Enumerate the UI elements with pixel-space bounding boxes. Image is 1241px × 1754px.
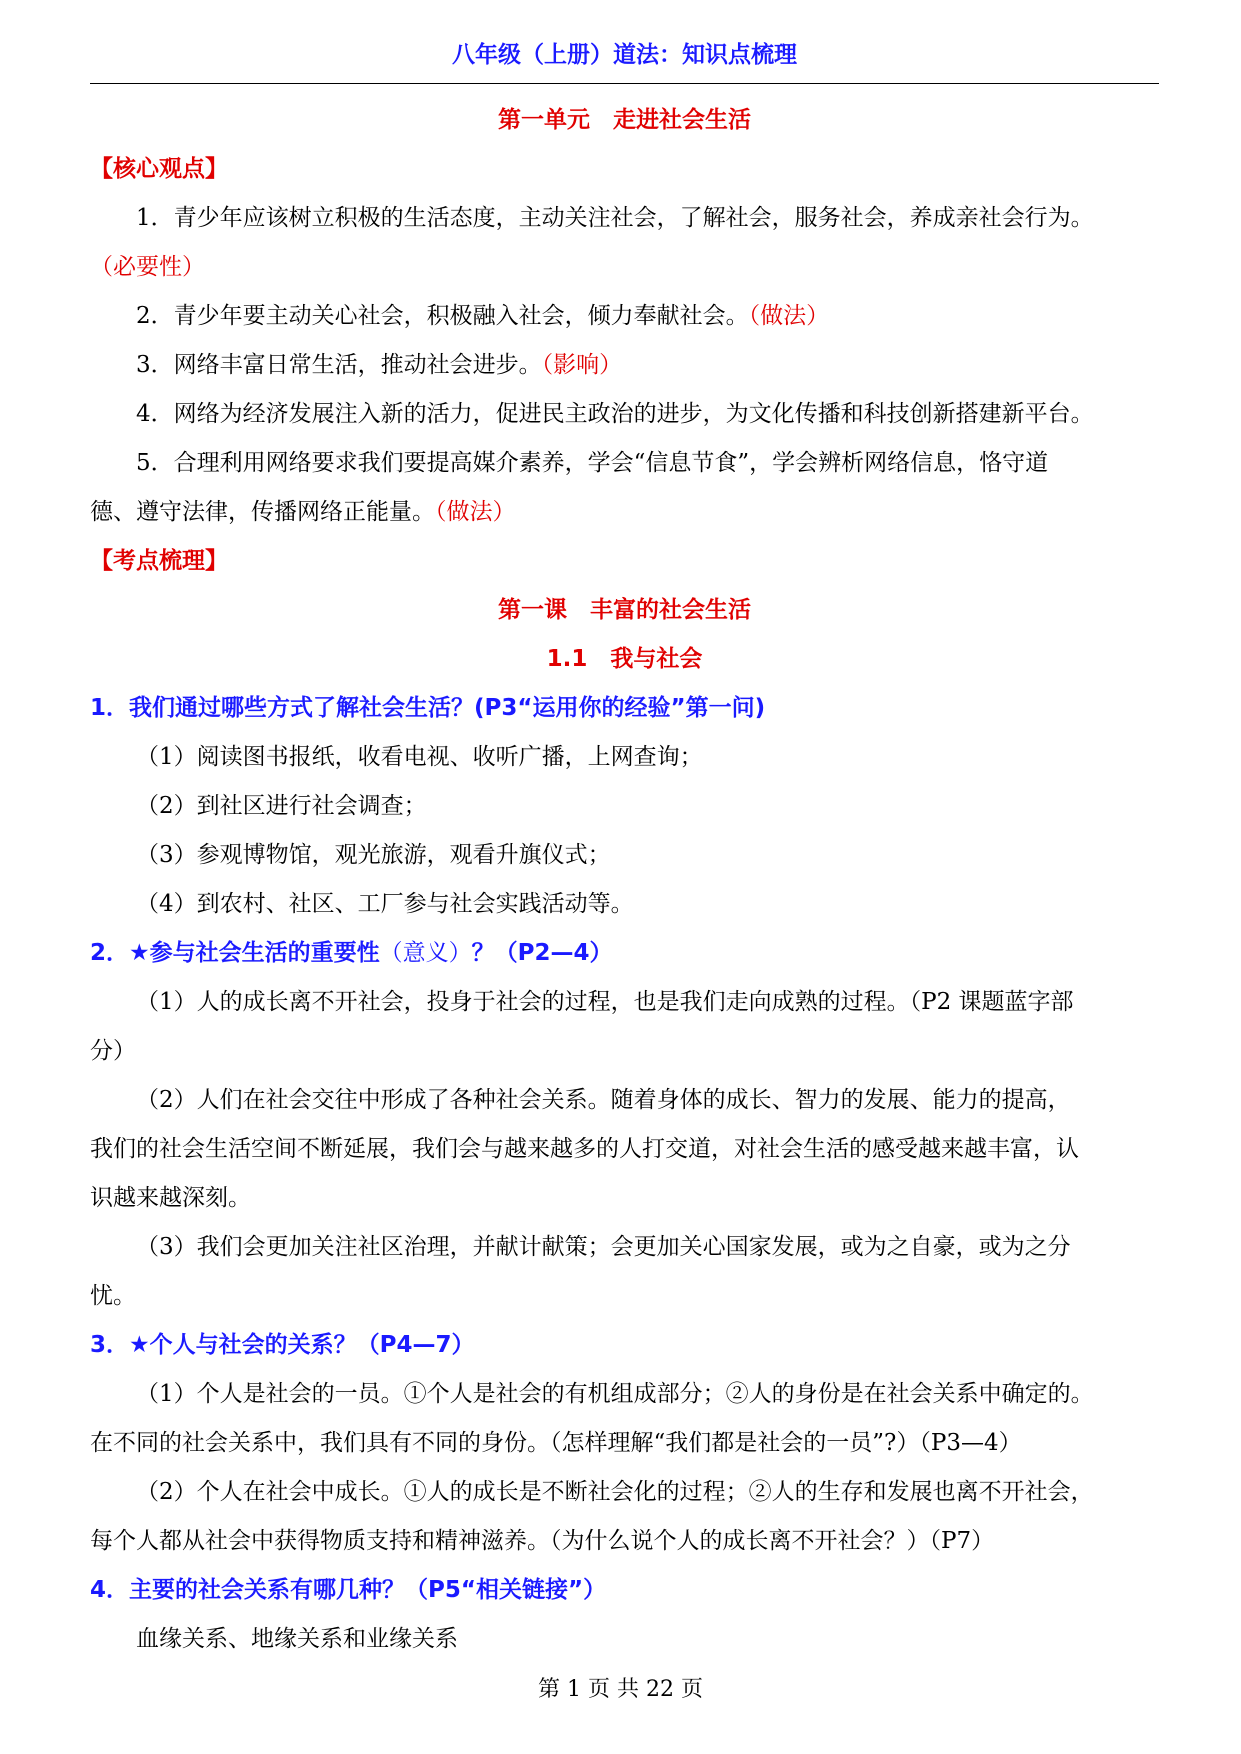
- core-point-2-text: 2．青少年要主动关心社会，积极融入社会，倾力奉献社会。: [136, 303, 749, 329]
- core-point-1-text: 1．青少年应该树立积极的生活态度，主动关注社会，了解社会，服务社会，养成亲社会行为。: [136, 205, 1094, 231]
- question-2-title-main: 2．★参与社会生活的重要性: [90, 940, 380, 966]
- core-point-4: [90, 390, 1159, 439]
- core-point-3: [90, 341, 1159, 390]
- question-3-answer-1-line2: 在不同的社会关系中，我们具有不同的身份。（怎样理解“我们都是社会的一员”?）（P3—4）: [90, 1430, 1022, 1456]
- lesson-title: 第一课 丰富的社会生活: [498, 597, 751, 623]
- core-point-3-text: 3．网络丰富日常生活，推动社会进步。: [136, 352, 542, 378]
- question-3-answer-2-line1: （2）个人在社会中成长。①人的成长是不断社会化的过程；②人的生存和发展也离不开社会，: [136, 1479, 1094, 1505]
- core-point-5-note: （做法）: [435, 499, 516, 525]
- core-point-3-note: （影响）: [541, 352, 623, 378]
- core-heading: 【核心观点】: [90, 156, 228, 182]
- question-1-answer-4: （4）到农村、社区、工厂参与社会实践活动等。: [136, 891, 634, 917]
- question-3-answer-1-line1: （1）个人是社会的一员。①个人是社会的有机组成部分；②人的身份是在社会关系中确定的。: [136, 1381, 1094, 1407]
- exam-heading: 【考点梳理】: [90, 548, 228, 574]
- core-point-2-note: （做法）: [748, 303, 830, 329]
- question-4-title: 4．主要的社会关系有哪几种？（P5“相关链接”）: [90, 1577, 607, 1603]
- question-1-title: 1．我们通过哪些方式了解社会生活？(P3“运用你的经验”第一问): [90, 695, 766, 721]
- question-2-answer-3-line1: （3）我们会更加关注社区治理，并献计献策；会更加关心国家发展，或为之自豪，或为之分: [136, 1234, 1071, 1260]
- page-footer-number: 第 1 页 共 22 页: [538, 1677, 703, 1702]
- question-2-title: [90, 929, 1159, 978]
- question-2-title-ref: ？（P2—4）: [471, 940, 613, 966]
- question-2-answer-3-line2: 忧。: [90, 1283, 136, 1309]
- question-2-answer-2-line2: 我们的社会生活空间不断延展，我们会与越来越多的人打交道，对社会生活的感受越来越丰富，认: [90, 1136, 1079, 1162]
- question-4-answer-1: 血缘关系、地缘关系和业缘关系: [136, 1626, 458, 1652]
- question-2-title-paren: （意义）: [379, 940, 472, 966]
- question-1-answer-2: （2）到社区进行社会调查；: [136, 793, 427, 819]
- question-2-answer-2-line3: 识越来越深刻。: [90, 1185, 251, 1211]
- core-point-1-note: （必要性）: [90, 254, 205, 280]
- question-3-answer-2-line2: 每个人都从社会中获得物质支持和精神滋养。（为什么说个人的成长离不开社会？）（P7）: [90, 1528, 995, 1554]
- question-2-answer-1-line1: （1）人的成长离不开社会，投身于社会的过程，也是我们走向成熟的过程。（P2 课题蓝字部: [136, 989, 1074, 1015]
- question-2-answer-1-line2: 分）: [90, 1038, 136, 1064]
- core-point-2: [90, 292, 1159, 341]
- core-point-5-text: 德、遵守法律，传播网络正能量。: [90, 499, 435, 525]
- core-point-1: [90, 194, 1159, 243]
- page-header-title: 八年级（上册）道法：知识点梳理: [452, 42, 797, 68]
- core-point-4-text: 4．网络为经济发展注入新的活力，促进民主政治的进步，为文化传播和科技创新搭建新平台。: [136, 401, 1094, 427]
- question-1-answer-1: （1）阅读图书报纸，收看电视、收听广播，上网查询；: [136, 744, 703, 770]
- page-content: [90, 96, 1159, 1664]
- core-point-5-line2: [90, 488, 1159, 537]
- question-2-answer-2-line1: （2）人们在社会交往中形成了各种社会关系。随着身体的成长、智力的发展、能力的提高，: [136, 1087, 1071, 1113]
- question-3-title: 3．★个人与社会的关系？（P4—7）: [90, 1332, 475, 1358]
- header-rule: [90, 83, 1159, 84]
- core-point-5-line1: 5．合理利用网络要求我们要提高媒介素养，学会“信息节食”，学会辨析网络信息，恪守道: [136, 450, 1049, 476]
- question-1-answer-3: （3）参观博物馆，观光旅游，观看升旗仪式；: [136, 842, 611, 868]
- section-title: 1.1 我与社会: [546, 646, 703, 672]
- unit-title: 第一单元 走进社会生活: [498, 107, 751, 133]
